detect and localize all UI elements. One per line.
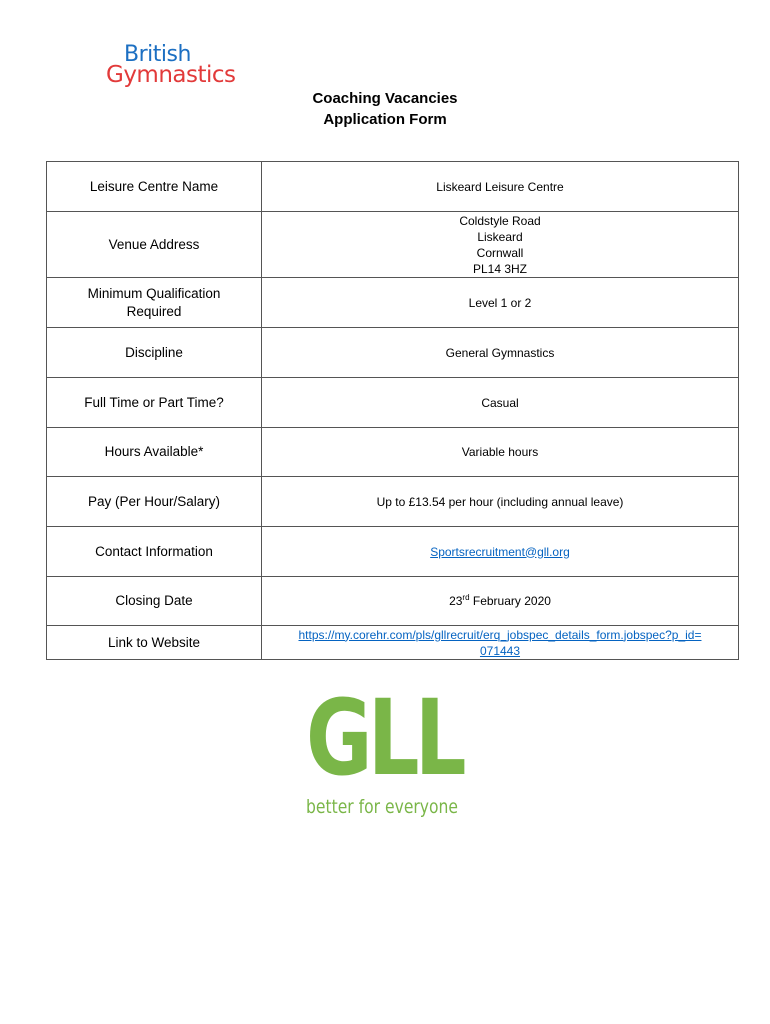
address-line: PL14 3HZ	[472, 261, 528, 276]
closing-date-ordinal: rd	[462, 593, 470, 602]
application-form-table	[46, 161, 739, 660]
value-venue-address	[262, 212, 739, 278]
label-line: Minimum Qualification	[87, 285, 221, 301]
label-leisure-centre-name: Leisure Centre Name	[47, 162, 262, 212]
label-discipline: Discipline	[47, 328, 262, 378]
label-link-to-website: Link to Website	[47, 626, 262, 660]
label-venue-address: Venue Address	[47, 212, 262, 278]
value-discipline: General Gymnastics	[262, 328, 739, 378]
logo-line-gymnastics: Gymnastics	[106, 62, 236, 88]
gll-logo	[300, 677, 470, 830]
table-row	[47, 162, 739, 212]
table-row	[47, 527, 739, 577]
label-closing-date: Closing Date	[47, 577, 262, 626]
value-full-or-part-time: Casual	[262, 378, 739, 428]
table-row	[47, 577, 739, 626]
document-subtitle: Application Form	[323, 111, 447, 128]
table-row	[47, 428, 739, 477]
value-hours-available: Variable hours	[262, 428, 739, 477]
value-pay: Up to £13.54 per hour (including annual leave)	[262, 477, 739, 527]
address-line: Coldstyle Road	[459, 213, 541, 228]
value-leisure-centre-name: Liskeard Leisure Centre	[262, 162, 739, 212]
closing-date-month-year: February 2020	[469, 594, 551, 608]
address-line: Cornwall	[476, 245, 524, 260]
table-row	[47, 212, 739, 278]
value-minimum-qualification: Level 1 or 2	[262, 278, 739, 328]
contact-email-link[interactable]: Sportsrecruitment@gll.org	[430, 544, 570, 559]
table-row	[47, 477, 739, 527]
label-line: Required	[126, 303, 182, 319]
british-gymnastics-logo	[106, 44, 241, 92]
value-contact-information	[262, 527, 739, 577]
table-row	[47, 626, 739, 660]
label-minimum-qualification	[47, 278, 262, 328]
address-line: Liskeard	[477, 229, 523, 244]
website-link-line[interactable]: 071443	[479, 643, 521, 658]
table-row	[47, 378, 739, 428]
label-pay: Pay (Per Hour/Salary)	[47, 477, 262, 527]
value-link-to-website	[262, 626, 739, 660]
table-row	[47, 278, 739, 328]
table-row	[47, 328, 739, 378]
closing-date-day: 23	[449, 594, 463, 608]
label-full-or-part-time: Full Time or Part Time?	[47, 378, 262, 428]
document-title: Coaching Vacancies	[312, 90, 458, 107]
gll-logo-word: GLL	[306, 677, 462, 799]
logo-line-british: British	[124, 42, 191, 67]
label-hours-available: Hours Available*	[47, 428, 262, 477]
label-contact-information: Contact Information	[47, 527, 262, 577]
website-link-line[interactable]: https://my.corehr.com/pls/gllrecruit/erq_jobspec_details_form.jobspec?p_id=	[298, 627, 702, 642]
gll-logo-tagline: better for everyone	[306, 796, 459, 818]
value-closing-date	[262, 577, 739, 626]
